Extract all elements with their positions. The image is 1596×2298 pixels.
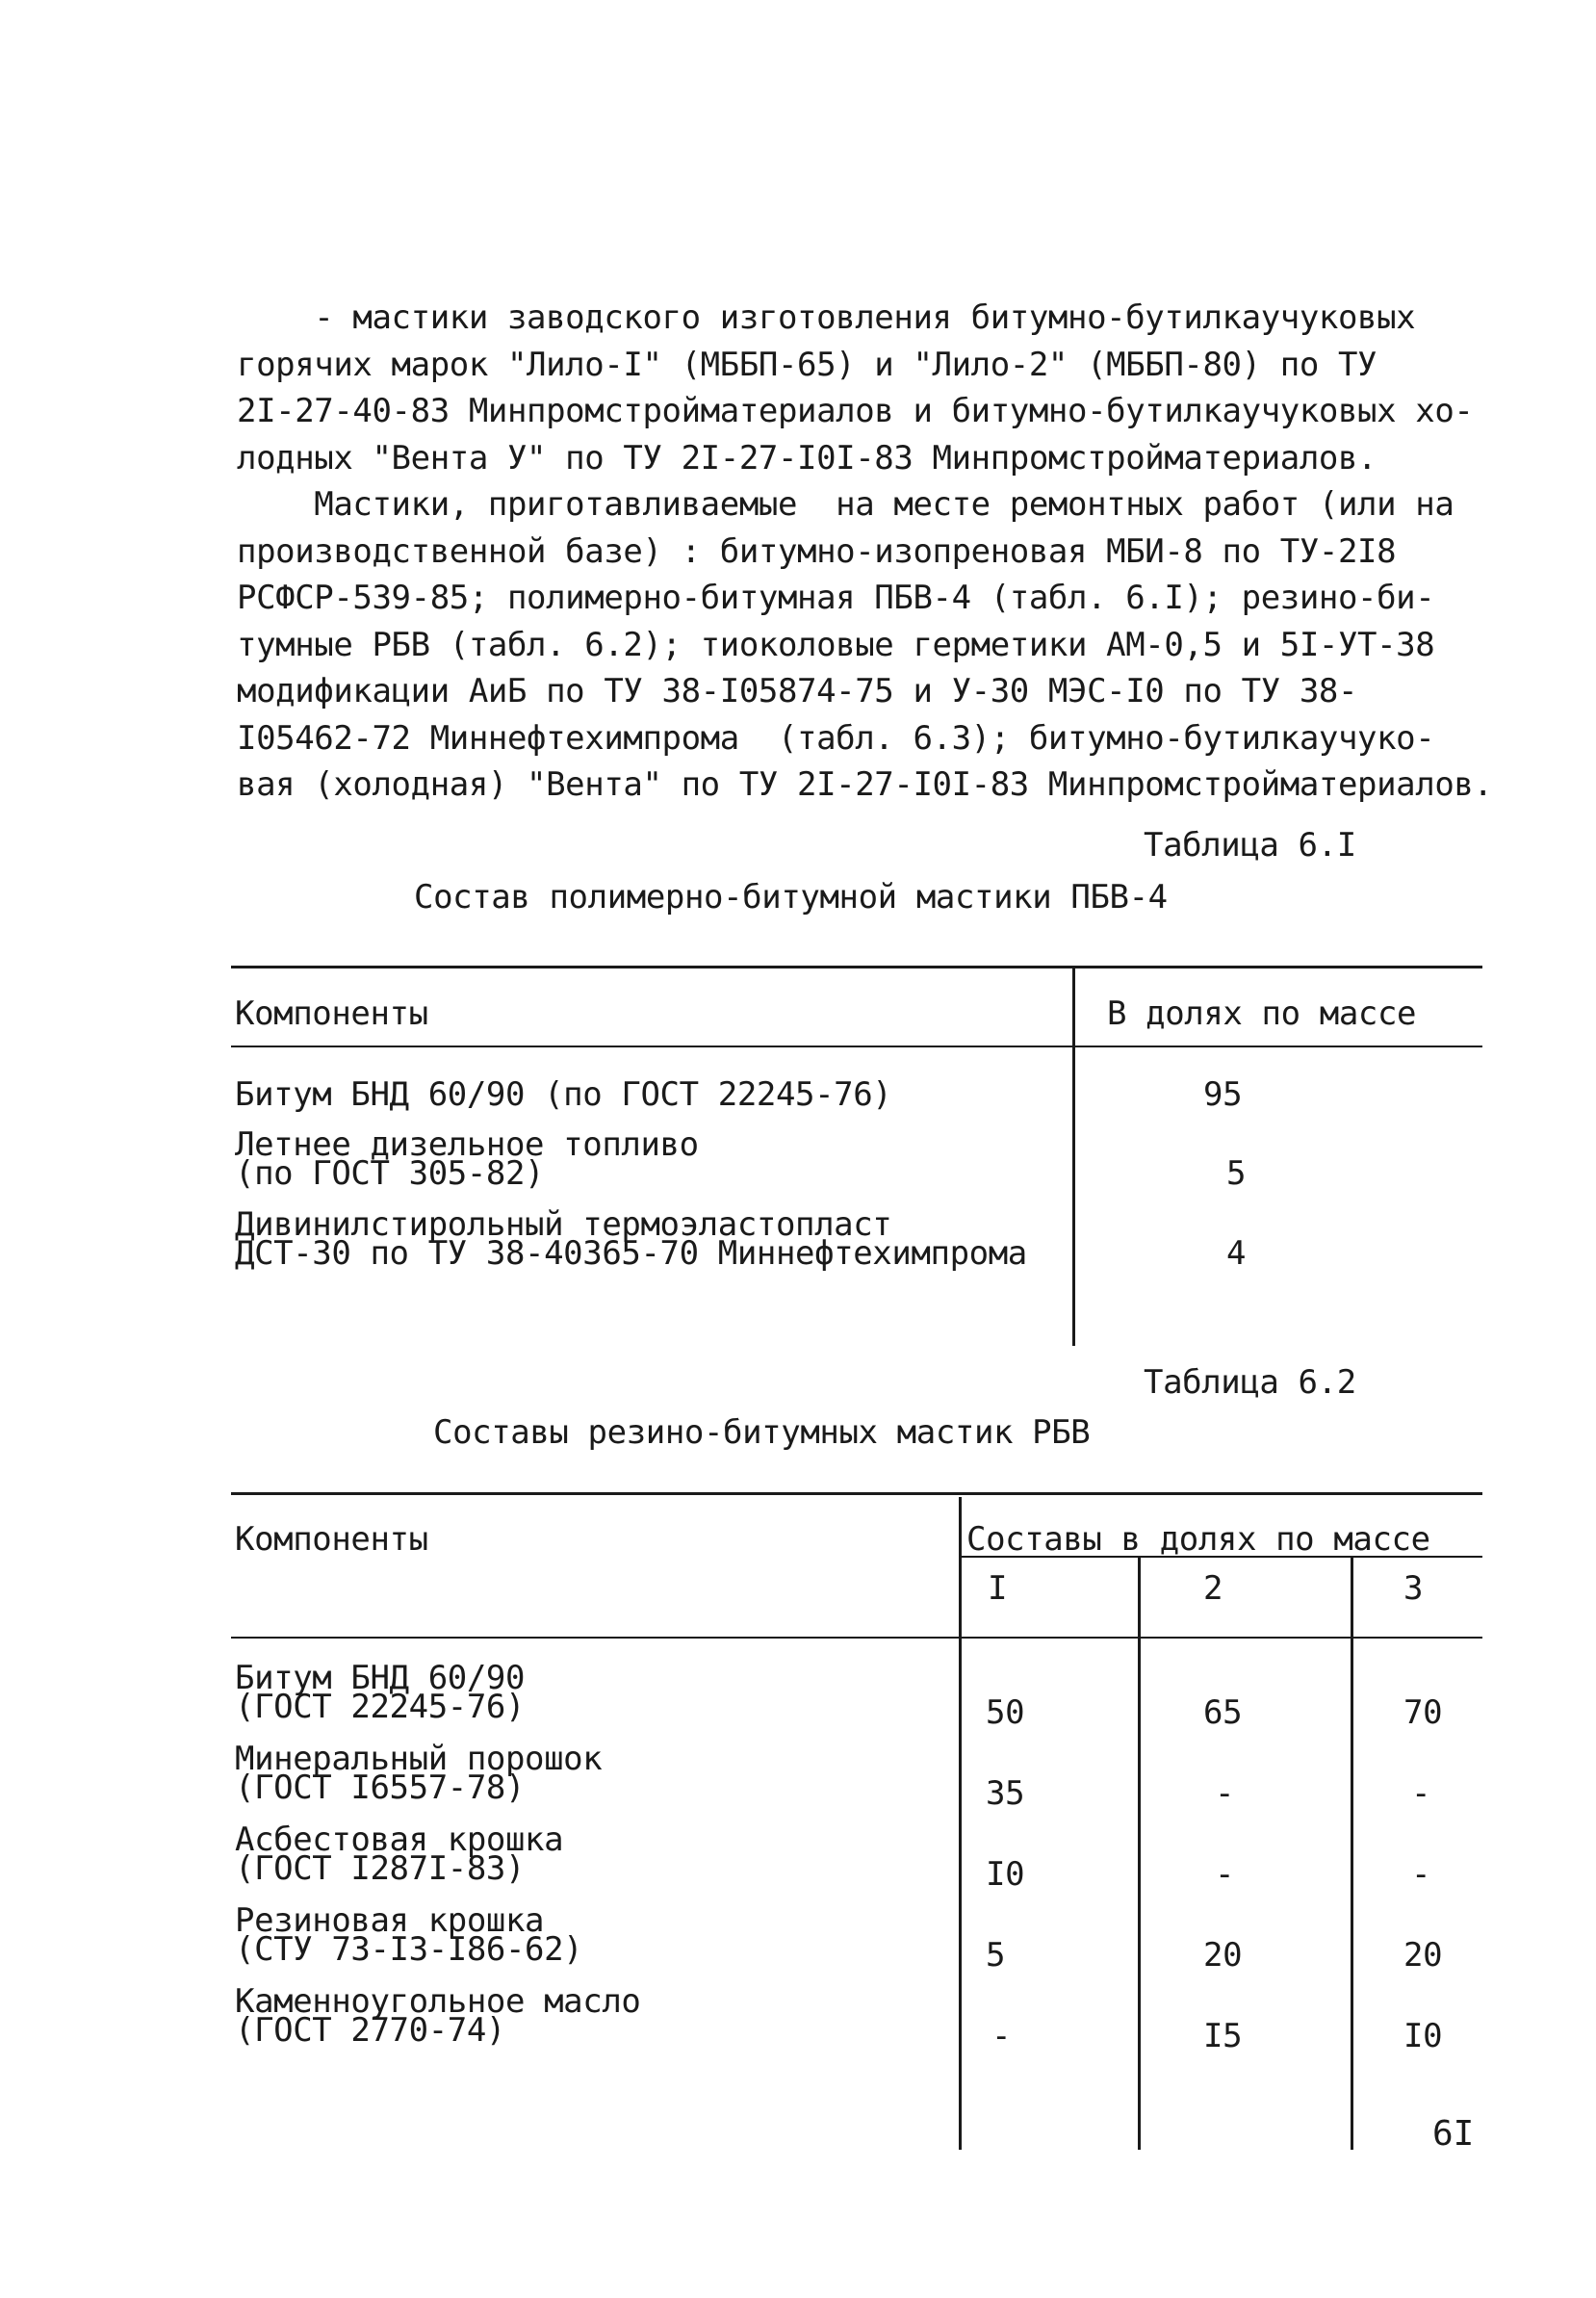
- table-row: [235, 1659, 526, 1726]
- value-col-1: 35: [986, 1774, 1025, 1813]
- component-name: Летнее дизельное топливо: [235, 1125, 699, 1164]
- paragraph-line: РСФСР-539-85; полимерно-битумная ПБВ-4 (табл. 6.I); резино-би-: [237, 579, 1435, 617]
- component-name-note: (по ГОСТ 305-82): [235, 1154, 545, 1193]
- table-row: [235, 1740, 603, 1807]
- table-1-top-rule: [231, 966, 1482, 968]
- component-name-note: (ГОСТ 22245-76): [235, 1688, 526, 1726]
- component-name: Битум БНД 60/90: [235, 1659, 526, 1697]
- table-2-header-rule: [231, 1637, 1482, 1639]
- value-col-3: I0: [1403, 2017, 1443, 2055]
- component-value: 95: [1203, 1075, 1243, 1114]
- table-2-subcolumn-divider: [1138, 1558, 1141, 2150]
- table-1-label: Таблица 6.I: [1144, 826, 1356, 865]
- value-col-2: I5: [1203, 2017, 1243, 2055]
- component-value: 4: [1226, 1234, 1247, 1273]
- table-row: [235, 1205, 1027, 1273]
- paragraph-2: [237, 481, 1517, 809]
- table-1-title: Состав полимерно-битумной мастики ПБВ-4: [414, 878, 1168, 917]
- component-name: Асбестовая крошка: [235, 1820, 564, 1859]
- paragraph-line: вая (холодная) "Вента" по ТУ 2I-27-I0I-83 Минпромстройматериалов.: [237, 765, 1493, 804]
- component-name: Каменноугольное масло: [235, 1982, 641, 2021]
- table-row: [235, 1820, 564, 1888]
- value-col-2: 20: [1203, 1936, 1243, 1975]
- table-1-header-rule: [231, 1046, 1482, 1047]
- table-2-title: Составы резино-битумных мастик РБВ: [433, 1413, 1091, 1452]
- component-name-note: (СТУ 73-I3-I86-62): [235, 1930, 583, 1969]
- component-name: Резиновая крошка: [235, 1901, 545, 1940]
- table-1-column-divider: [1072, 966, 1075, 1346]
- paragraph-line: тумные РБВ (табл. 6.2); тиоколовые герметики АМ-0,5 и 5I-УТ-38: [237, 625, 1435, 664]
- paragraph-line: - мастики заводского изготовления битумно-бутилкаучуковых: [237, 298, 1416, 337]
- table-1-header-mass: В долях по массе: [1107, 994, 1417, 1033]
- component-name: Битум БНД 60/90 (по ГОСТ 22245-76): [235, 1075, 892, 1114]
- page-number: 6I: [1432, 2114, 1475, 2154]
- value-col-1: I0: [986, 1855, 1025, 1894]
- paragraph-line: модификации АиБ по ТУ 38-I05874-75 и У-30 МЭС-I0 по ТУ 38-: [237, 672, 1358, 710]
- component-name-note: (ГОСТ I6557-78): [235, 1769, 526, 1807]
- value-col-2: -: [1215, 1855, 1235, 1894]
- value-col-2: 65: [1203, 1693, 1243, 1732]
- paragraph-1: [237, 295, 1517, 481]
- table-2-column-divider: [959, 1497, 962, 2150]
- table-2-subcol-2: 2: [1203, 1569, 1223, 1608]
- table-row: [235, 1982, 641, 2050]
- table-2-subcol-3: 3: [1403, 1569, 1424, 1608]
- value-col-3: 20: [1403, 1936, 1443, 1975]
- value-col-1: -: [991, 2017, 1012, 2055]
- table-row: [235, 1125, 699, 1193]
- value-col-1: 5: [986, 1936, 1006, 1975]
- component-value: 5: [1226, 1154, 1247, 1193]
- component-name: Минеральный порошок: [235, 1740, 603, 1778]
- paragraph-line: производственной базе) : битумно-изопреновая МБИ-8 по ТУ-2I8: [237, 531, 1397, 571]
- component-name-note: ДСТ-30 по ТУ 38-40365-70 Миннефтехимпрома: [235, 1234, 1027, 1273]
- table-2-subcolumn-divider: [1351, 1558, 1353, 2150]
- value-col-3: 70: [1403, 1693, 1443, 1732]
- table-2-header-components: Компоненты: [235, 1520, 428, 1559]
- table-2-subcol-1: I: [988, 1569, 1008, 1608]
- value-col-3: -: [1411, 1774, 1431, 1813]
- table-2-top-rule: [231, 1492, 1482, 1495]
- component-name: Дивинилстирольный термоэластопласт: [235, 1205, 892, 1244]
- paragraph-line: I05462-72 Миннефтехимпрома (табл. 6.3); битумно-бутилкаучуко-: [237, 718, 1435, 758]
- paragraph-line: горячих марок "Лило-I" (МББП-65) и "Лило-2" (МББП-80) по ТУ: [237, 345, 1377, 384]
- value-col-1: 50: [986, 1693, 1025, 1732]
- paragraph-line: Мастики, приготавливаемые на месте ремонтных работ (или на: [237, 485, 1454, 524]
- table-1-header-components: Компоненты: [235, 994, 428, 1033]
- table-row: [235, 1901, 583, 1969]
- value-col-3: -: [1411, 1855, 1431, 1894]
- paragraph-line: лодных "Вента У" по ТУ 2I-27-I0I-83 Минпромстройматериалов.: [237, 438, 1377, 478]
- component-name-note: (ГОСТ I287I-83): [235, 1849, 526, 1888]
- value-col-2: -: [1215, 1774, 1235, 1813]
- paragraph-line: 2I-27-40-83 Минпромстройматериалов и битумно-бутилкаучуковых хо-: [237, 392, 1474, 430]
- table-row: [235, 1075, 892, 1114]
- table-2-label: Таблица 6.2: [1144, 1363, 1356, 1402]
- table-2-header-group: Составы в долях по массе: [966, 1520, 1430, 1559]
- component-name-note: (ГОСТ 2770-74): [235, 2011, 505, 2050]
